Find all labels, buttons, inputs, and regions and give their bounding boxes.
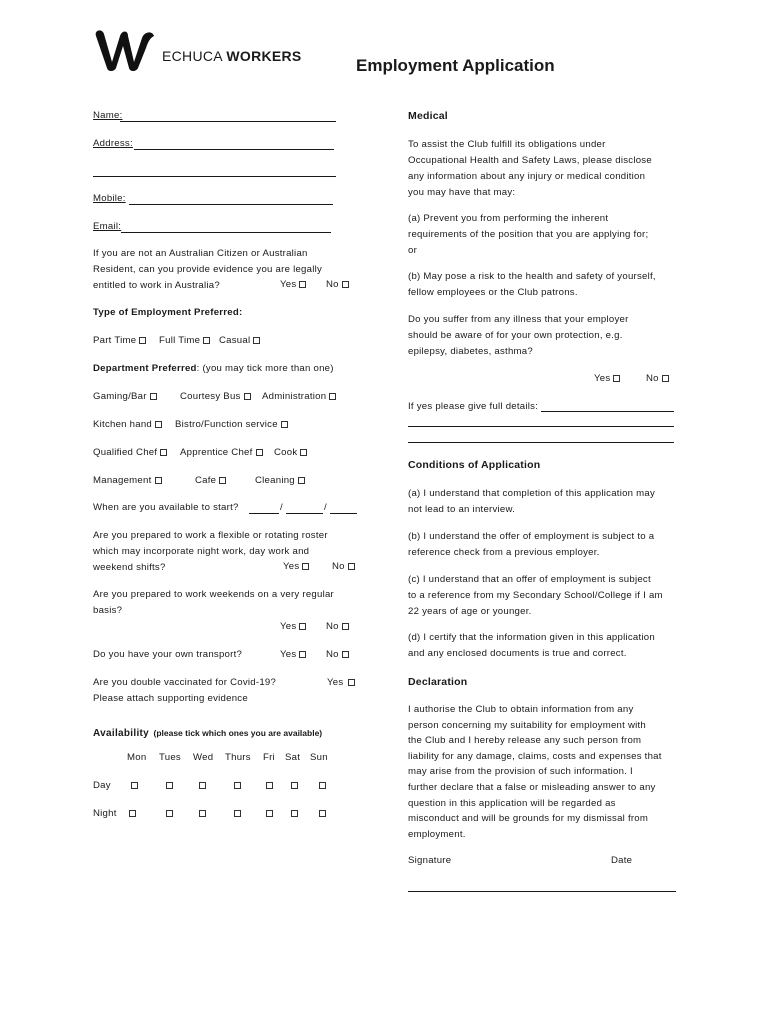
start-day-field[interactable] [249,513,279,514]
covid-line-1: Are you double vaccinated for Covid-19? [93,677,277,688]
cafe-checkbox[interactable] [219,477,226,484]
day-mon-checkbox[interactable] [131,782,138,789]
details-field[interactable] [541,411,674,412]
weekends-yes[interactable] [280,621,306,632]
availability-heading-label: Availability [93,728,150,739]
illness-line-1: Do you suffer from any illness that your employer [408,314,629,325]
conditions-heading: Conditions of Application [408,459,541,471]
day-wed-checkbox[interactable] [199,782,206,789]
declaration-heading: Declaration [408,676,468,688]
day-sun-checkbox[interactable] [319,782,326,789]
roster-no[interactable] [332,561,355,572]
declaration-line-4: liability for any damage, claims, costs and expenses that [408,750,662,762]
condition-a [408,486,655,518]
medical-b-line-2: fellow employees or the Club patrons. [408,287,578,298]
address-label: Address: [93,138,133,149]
illness-yes-checkbox[interactable] [613,375,620,382]
brand-echuca: ECHUCA [162,48,223,64]
courtesy-bus-checkbox[interactable] [244,393,251,400]
illness-no[interactable] [646,373,669,384]
weekends-question [93,587,334,619]
full-time-option[interactable] [159,335,210,346]
medical-heading: Medical [408,110,448,122]
gaming-bar-checkbox[interactable] [150,393,157,400]
medical-intro-line-1: To assist the Club fulfill its obligations under [408,139,606,150]
roster-line-3: weekend shifts? [93,562,166,573]
roster-yes-checkbox[interactable] [302,563,309,570]
weekends-no-label: No [326,621,339,632]
transport-no-label: No [326,649,339,660]
roster-line-1: Are you prepared to work a flexible or rotating roster [93,530,328,541]
citizen-yes-label: Yes [280,279,297,290]
condition-b [408,529,654,561]
details-label: If yes please give full details: [408,401,539,412]
illness-line-3: epilepsy, diabetes, asthma? [408,346,533,357]
transport-no[interactable] [326,649,349,660]
administration-option[interactable] [262,391,336,402]
citizen-line-3: entitled to work in Australia? [93,280,220,291]
condition-d-line-2: and any enclosed documents is true and correct. [408,648,627,659]
citizen-no-label: No [326,279,339,290]
part-time-label: Part Time [93,335,137,346]
transport-no-checkbox[interactable] [342,651,349,658]
transport-question: Do you have your own transport? [93,649,243,660]
cleaning-option[interactable] [255,475,305,486]
covid-yes[interactable] [327,677,355,688]
start-question: When are you available to start? [93,502,239,513]
date-separator-1: / [280,502,283,513]
logo-w-mark-icon [92,28,158,72]
bistro-option[interactable] [175,419,288,430]
declaration-line-2: person concerning my suitability for employment with [408,719,647,731]
covid-line-2: Please attach supporting evidence [93,693,248,704]
courtesy-bus-option[interactable] [180,391,251,402]
cafe-label: Cafe [195,475,217,486]
medical-intro-line-2: Occupational Health and Safety Laws, please disclose [408,155,652,166]
kitchen-hand-checkbox[interactable] [155,421,162,428]
part-time-option[interactable] [93,335,146,346]
declaration-text [408,702,662,842]
roster-no-checkbox[interactable] [348,563,355,570]
apprentice-chef-label: Apprentice Chef [180,447,253,458]
illness-line-2: should be aware of for your own protection, e.g. [408,330,623,341]
declaration-line-9: employment. [408,828,466,840]
row-label-night: Night [93,808,117,819]
brand-workers: WORKERS [226,48,302,64]
day-header-tues: Tues [159,752,181,763]
name-label: Name: [93,110,123,121]
qualified-chef-checkbox[interactable] [160,449,167,456]
bistro-checkbox[interactable] [281,421,288,428]
medical-or: or [408,245,418,256]
courtesy-bus-label: Courtesy Bus [180,391,241,402]
administration-label: Administration [262,391,327,402]
logo-brand [162,48,302,64]
medical-b-line-1: (b) May pose a risk to the health and safety of yourself, [408,271,656,282]
medical-a-line-2: requirements of the position that you are applying for; [408,229,649,240]
night-fri-checkbox[interactable] [266,810,273,817]
day-header-sat: Sat [285,752,301,763]
day-header-wed: Wed [193,752,214,763]
casual-label: Casual [219,335,251,346]
citizen-no[interactable] [326,279,349,290]
kitchen-hand-label: Kitchen hand [93,419,153,430]
gaming-bar-option[interactable] [93,391,157,402]
address-field-line-2[interactable] [93,176,336,177]
condition-a-line-2: not lead to an interview. [408,504,516,515]
medical-a-line-1: (a) Prevent you from performing the inherent [408,213,609,224]
page-title: Employment Application [356,56,555,75]
full-time-checkbox[interactable] [203,337,210,344]
cleaning-label: Cleaning [255,475,295,486]
bistro-label: Bistro/Function service [175,419,278,430]
cleaning-checkbox[interactable] [298,477,305,484]
day-fri-checkbox[interactable] [266,782,273,789]
declaration-line-5: may arise from the provision of such information. I [408,766,633,778]
apprentice-chef-checkbox[interactable] [256,449,263,456]
email-label: Email: [93,221,122,232]
citizen-no-checkbox[interactable] [342,281,349,288]
condition-c-line-1: (c) I understand that an offer of employment is subject [408,574,651,585]
condition-c-line-3: 22 years of age or younger. [408,606,532,617]
covid-yes-label: Yes [327,677,344,688]
logo [92,28,307,72]
management-checkbox[interactable] [155,477,162,484]
declaration-line-7: question in this application will be regarded as [408,797,616,809]
signature-label: Signature [408,855,452,866]
weekends-no-checkbox[interactable] [342,623,349,630]
roster-no-label: No [332,561,345,572]
condition-c [408,572,663,620]
email-field[interactable] [121,232,331,233]
declaration-line-1: I authorise the Club to obtain information from any [408,704,634,715]
declaration-line-6: further declare that a false or misleading answer to any [408,781,656,793]
condition-b-line-2: reference check from a previous employer. [408,547,600,558]
details-field-line-3[interactable] [408,442,674,443]
medical-intro-line-3: any information about any injury or medical condition [408,171,646,182]
condition-d-line-1: (d) I certify that the information given in this application [408,632,655,643]
qualified-chef-option[interactable] [93,447,167,458]
weekends-line-1: Are you prepared to work weekends on a very regular [93,589,334,600]
department-heading-label: Department Preferred [93,363,197,374]
gaming-bar-label: Gaming/Bar [93,391,147,402]
weekends-line-2: basis? [93,605,123,616]
medical-intro [408,137,652,201]
citizen-line-1: If you are not an Australian Citizen or Australian [93,248,308,259]
condition-d [408,630,655,662]
kitchen-hand-option[interactable] [93,419,162,430]
qualified-chef-label: Qualified Chef [93,447,158,458]
day-header-sun: Sun [310,752,328,763]
night-thurs-checkbox[interactable] [234,810,241,817]
department-heading [93,363,334,374]
administration-checkbox[interactable] [329,393,336,400]
night-wed-checkbox[interactable] [199,810,206,817]
illness-no-checkbox[interactable] [662,375,669,382]
day-tues-checkbox[interactable] [166,782,173,789]
condition-a-line-1: (a) I understand that completion of this application may [408,488,656,499]
mobile-label: Mobile: [93,193,126,204]
signature-date-field[interactable] [408,891,676,892]
transport-yes-label: Yes [280,649,297,660]
condition-c-line-2: to a reference from my Secondary School/College if I am [408,590,663,601]
availability-note: (please tick which ones you are available) [153,728,323,738]
casual-checkbox[interactable] [253,337,260,344]
condition-b-line-1: (b) I understand the offer of employment is subject to a [408,531,655,542]
cook-option[interactable] [274,447,307,458]
cafe-option[interactable] [195,475,226,486]
date-label: Date [611,855,633,866]
department-note: : (you may tick more than one) [196,363,334,374]
mobile-field[interactable] [129,204,333,205]
illness-yes[interactable] [594,373,620,384]
roster-line-2: which may incorporate night work, day work and [93,546,310,557]
casual-option[interactable] [219,335,260,346]
covid-yes-checkbox[interactable] [348,679,355,686]
medical-intro-line-4: you may have that may: [408,187,516,198]
address-field[interactable] [134,149,334,150]
covid-question [93,675,276,707]
date-separator-2: / [324,502,327,513]
illness-question [408,312,629,360]
citizen-yes-checkbox[interactable] [299,281,306,288]
night-mon-checkbox[interactable] [129,810,136,817]
declaration-line-8: misconduct and will be grounds for my dismissal from [408,813,649,825]
illness-no-label: No [646,373,659,384]
full-time-label: Full Time [159,335,201,346]
day-header-fri: Fri [263,752,275,763]
day-thurs-checkbox[interactable] [234,782,241,789]
night-sat-checkbox[interactable] [291,810,298,817]
details-field-line-2[interactable] [408,426,674,427]
start-year-field[interactable] [330,513,357,514]
management-option[interactable] [93,475,162,486]
cook-label: Cook [274,447,298,458]
cook-checkbox[interactable] [300,449,307,456]
day-sat-checkbox[interactable] [291,782,298,789]
citizen-yes[interactable] [280,279,306,290]
night-sun-checkbox[interactable] [319,810,326,817]
day-header-mon: Mon [127,752,147,763]
roster-yes[interactable] [283,561,309,572]
row-label-day: Day [93,780,111,791]
availability-heading [93,723,322,741]
weekends-no[interactable] [326,621,349,632]
medical-a [408,211,648,243]
illness-yes-label: Yes [594,373,611,384]
declaration-line-3: the Club and I hereby release any such person from [408,735,642,747]
part-time-checkbox[interactable] [139,337,146,344]
roster-yes-label: Yes [283,561,300,572]
citizen-line-2: Resident, can you provide evidence you are legally [93,264,323,275]
start-month-field[interactable] [286,513,323,514]
employment-type-heading: Type of Employment Preferred: [93,307,243,318]
weekends-yes-label: Yes [280,621,297,632]
weekends-yes-checkbox[interactable] [299,623,306,630]
management-label: Management [93,475,152,486]
day-header-thurs: Thurs [225,752,251,763]
transport-yes[interactable] [280,649,306,660]
name-field[interactable] [120,121,336,122]
medical-b [408,269,656,301]
transport-yes-checkbox[interactable] [299,651,306,658]
night-tues-checkbox[interactable] [166,810,173,817]
apprentice-chef-option[interactable] [180,447,263,458]
